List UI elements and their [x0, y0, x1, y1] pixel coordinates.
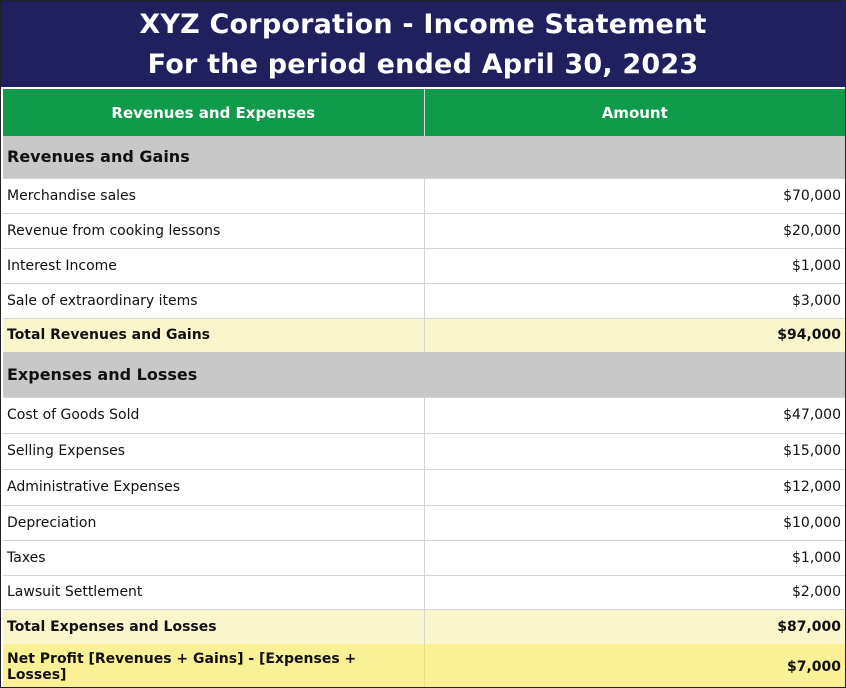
- statement-period: For the period ended April 30, 2023: [147, 49, 699, 80]
- income-statement-table: [3, 89, 845, 688]
- statement-title: XYZ Corporation - Income Statement: [139, 9, 707, 40]
- net-profit-label: Net Profit [Revenues + Gains] - [Expenses + Losses]: [3, 644, 424, 688]
- row-label: Interest Income: [3, 248, 424, 283]
- section-label-revenues: Revenues and Gains: [3, 136, 845, 178]
- total-label-expenses: Total Expenses and Losses: [3, 609, 424, 644]
- table-row: [3, 178, 845, 213]
- row-amount: $3,000: [424, 283, 845, 318]
- row-amount: $1,000: [424, 540, 845, 575]
- table-row: [3, 433, 845, 469]
- row-label: Administrative Expenses: [3, 469, 424, 505]
- net-profit-row: [3, 644, 845, 688]
- table-row: [3, 397, 845, 433]
- total-label-revenues: Total Revenues and Gains: [3, 318, 424, 352]
- row-amount: $1,000: [424, 248, 845, 283]
- row-label: Selling Expenses: [3, 433, 424, 469]
- total-amount-revenues: $94,000: [424, 318, 845, 352]
- row-label: Taxes: [3, 540, 424, 575]
- row-label: Revenue from cooking lessons: [3, 213, 424, 248]
- section-label-expenses: Expenses and Losses: [3, 352, 845, 397]
- table-header-row: [3, 89, 845, 136]
- row-label: Cost of Goods Sold: [3, 397, 424, 433]
- table-row: [3, 575, 845, 609]
- row-amount: $12,000: [424, 469, 845, 505]
- row-amount: $47,000: [424, 397, 845, 433]
- table-row: [3, 505, 845, 540]
- table-row: [3, 248, 845, 283]
- row-label: Lawsuit Settlement: [3, 575, 424, 609]
- total-row-expenses: [3, 609, 845, 644]
- total-row-revenues: [3, 318, 845, 352]
- table-row: [3, 540, 845, 575]
- total-amount-expenses: $87,000: [424, 609, 845, 644]
- title-banner: [1, 1, 845, 87]
- table-row: [3, 213, 845, 248]
- row-amount: $2,000: [424, 575, 845, 609]
- row-label: Merchandise sales: [3, 178, 424, 213]
- section-row-revenues: [3, 136, 845, 178]
- row-label: Depreciation: [3, 505, 424, 540]
- row-amount: $10,000: [424, 505, 845, 540]
- row-label: Sale of extraordinary items: [3, 283, 424, 318]
- table-row: [3, 469, 845, 505]
- column-header-amount: Amount: [424, 89, 845, 136]
- net-profit-amount: $7,000: [424, 644, 845, 688]
- row-amount: $20,000: [424, 213, 845, 248]
- row-amount: $15,000: [424, 433, 845, 469]
- row-amount: $70,000: [424, 178, 845, 213]
- table-row: [3, 283, 845, 318]
- section-row-expenses: [3, 352, 845, 397]
- column-header-description: Revenues and Expenses: [3, 89, 424, 136]
